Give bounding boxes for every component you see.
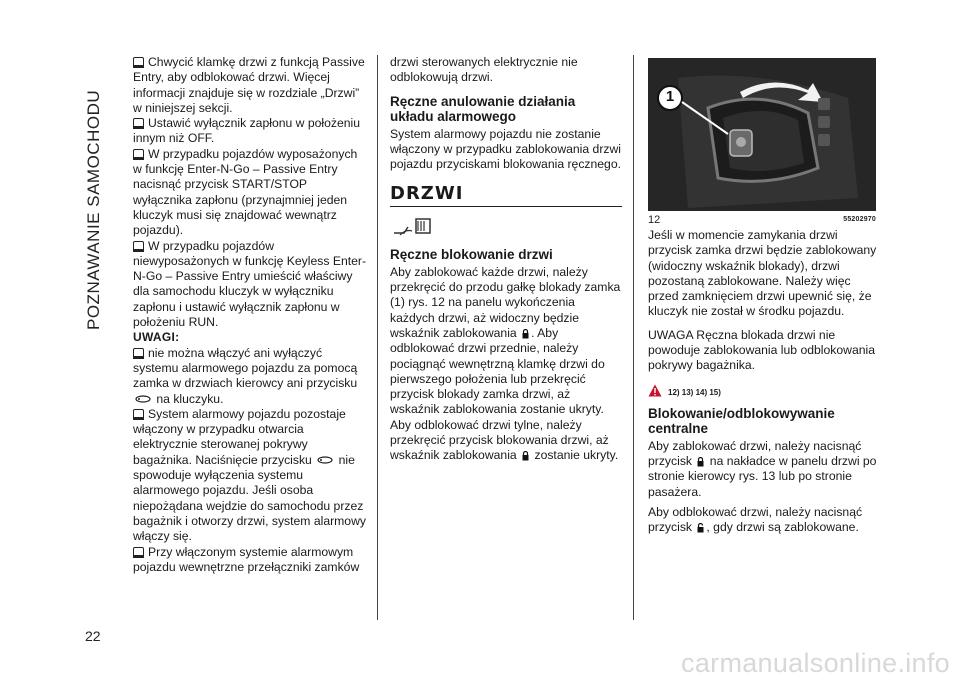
lock-icon (697, 457, 704, 467)
bullet-icon (133, 118, 144, 127)
paragraph: Jeśli w momencie zamykania drzwi przycisk zamka drzwi będzie zablokowany (widoczny wskaźnik blokady), drzwi pozostaną zablokowane. Należy więc przed zamknięciem drzwi upewnić się, że kluczyk nie został w środku pojazdu. (648, 228, 877, 319)
watermark: carmanualsonline.info (681, 648, 950, 678)
paragraph: Aby zablokować każde drzwi, należy przekręcić do przodu gałkę blokady zamka (1) rys. 12 na panelu wykończenia każdych drzwi, aż widoczny będzie wskaźnik zablokowania . Aby odblokować drzwi przednie, należy pociągnąć wewnętrzną klamkę drzwi do pierwszego położenia lub przekręcić przycisk blokady zamka drzwi, aż wskaźnik zablokowania zostanie ukryty. Aby odblokować drzwi tylne, należy przekręcić przycisk blokowania drzwi, aż wskaźnik zablokowania zostanie ukryty. (390, 264, 621, 463)
bullet-item: System alarmowy pojazdu pozostaje włączony w przypadku otwarcia elektrycznie sterowanej pokrywy bagażnika. Naciśnięcie przycisku nie spowoduje wyłączenia systemu alarmowego pojazdu. Jeśli osoba niepożądana wejdzie do samochodu przez bagażnik i otworzy drzwi, system alarmowy włączy się. (133, 406, 366, 544)
door-symbol (390, 213, 622, 239)
door-icon (390, 213, 434, 239)
bullet-item: W przypadku pojazdów wyposażonych w funkcję Enter-N-Go – Passive Entry nacisnąć przycisk START/STOP wyłącznika zapłonu (przynajmniej jeden kluczyk musi się znajdować wewnątrz pojazdu). (133, 146, 358, 238)
bullet-item: Chwycić klamkę drzwi z funkcją Passive Entry, aby odblokować drzwi. Więcej informacji znajduje się w rozdziale „Drzwi” w niniejszej sekcji. (133, 55, 365, 115)
bullet-icon (133, 547, 144, 556)
bullet-item: W przypadku pojazdów niewyposażonych w funkcję Keyless Enter-N-Go – Passive Entry umieścić właściwy dla samochodu kluczyk w wyłączniku zapłonu i ustawić wyłącznik zapłonu w położeniu RUN. (133, 238, 367, 330)
bullet-icon (133, 149, 144, 158)
column-2 (390, 55, 622, 464)
paragraph: System alarmowy pojazdu nie zostanie włączony w przypadku zablokowania drzwi pojazdu przyciskami blokowania ręcznego. (390, 126, 622, 172)
column-3 (648, 228, 880, 535)
door-lock-photo (648, 58, 876, 211)
subheading: Ręczne anulowanie działania układu alarmowego (390, 93, 576, 124)
bullet-icon (133, 409, 144, 418)
column-1 (133, 55, 368, 575)
key-fob-icon (317, 456, 333, 464)
paragraph: UWAGA Ręczna blokada drzwi nie powoduje zablokowania lub odblokowania pokrywy bagażnika. (648, 327, 875, 373)
unlock-icon (697, 523, 704, 533)
figure-caption (648, 214, 876, 228)
section-heading: DRZWI (390, 186, 622, 206)
subheading: Blokowanie/odblokowywanie centralne (648, 405, 835, 436)
figure-number: 12 (648, 214, 661, 226)
lock-icon (522, 451, 529, 461)
bullet-icon (133, 57, 144, 66)
warning-references (648, 384, 880, 398)
notes-heading: UWAGI: (133, 330, 180, 345)
bullet-icon (133, 348, 144, 357)
figure-callout: 1 (665, 88, 675, 105)
section-title: POZNAWANIE SAMOCHODU (84, 89, 103, 330)
subheading: Ręczne blokowanie drzwi (390, 246, 553, 262)
figure-code: 55202970 (843, 216, 876, 223)
lock-icon (522, 329, 529, 339)
door-handle-illustration (648, 58, 876, 211)
bullet-icon (133, 241, 144, 250)
warning-icon (648, 384, 662, 397)
warning-refs: 12) 13) 14) 15) (668, 387, 721, 397)
column-divider (633, 55, 634, 620)
paragraph: Aby zablokować drzwi, należy nacisnąć przycisk na nakładce w panelu drzwi po stronie kierowcy rys. 13 lub po stronie pasażera. (648, 438, 877, 499)
paragraph: drzwi sterowanych elektrycznie nie odblokowują drzwi. (390, 55, 578, 85)
bullet-item: Ustawić wyłącznik zapłonu w położeniu innym niż OFF. (133, 116, 361, 146)
bullet-item: Przy włączonym systemie alarmowym pojazdu wewnętrzne przełączniki zamków (133, 544, 360, 574)
bullet-item: nie można włączyć ani wyłączyć systemu alarmowego pojazdu za pomocą zamka w drzwiach kierowcy ani przycisku na kluczyku. (133, 345, 358, 406)
key-fob-icon (135, 395, 151, 403)
column-divider (377, 55, 378, 620)
page-number: 22 (85, 628, 101, 644)
paragraph: Aby odblokować drzwi, należy nacisnąć przycisk , gdy drzwi są zablokowane. (648, 504, 863, 535)
